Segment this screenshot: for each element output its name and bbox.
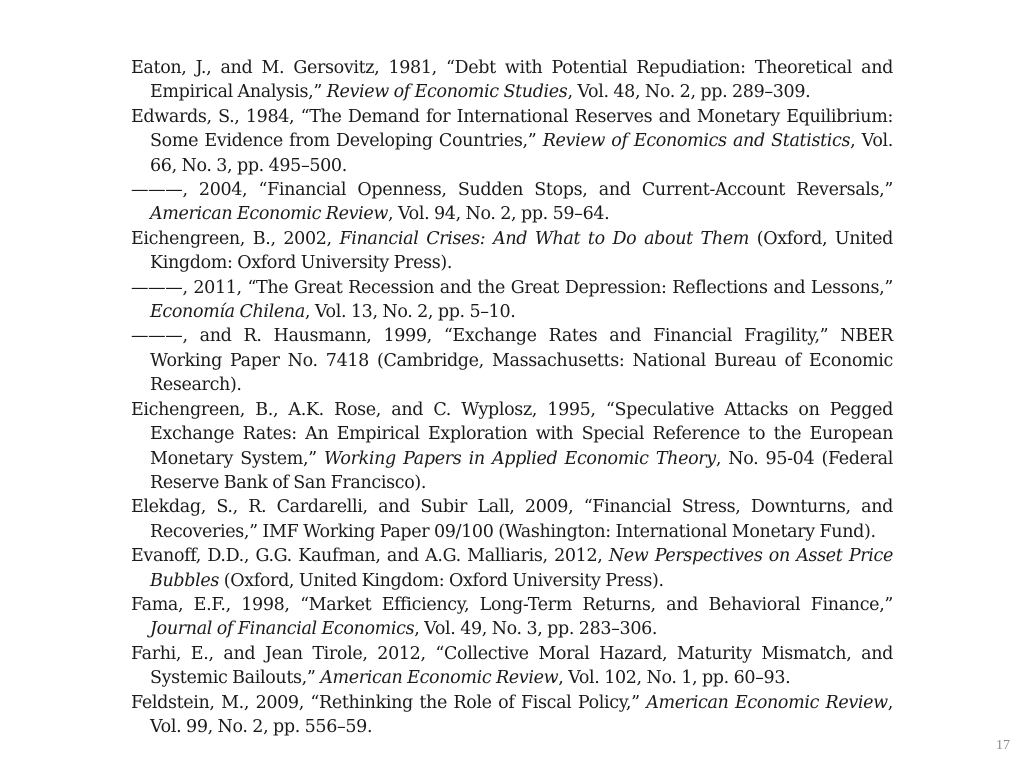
reference-entry bbox=[131, 105, 893, 178]
reference-text: Fama, E.F., 1998, “Market Efficiency, Long-Term Returns, and Behavioral Finance,” bbox=[131, 594, 893, 615]
reference-text: Farhi, E., and Jean Tirole, 2012, “Collective Moral Hazard, Maturity Mismatch, and Systemic Bailouts,” bbox=[131, 643, 893, 689]
reference-entry bbox=[131, 495, 893, 544]
reference-entry bbox=[131, 642, 893, 691]
reference-entry bbox=[131, 276, 893, 325]
reference-text: Eichengreen, B., 2002, bbox=[131, 228, 340, 249]
page-number: 17 bbox=[996, 738, 1010, 753]
reference-series-title: Working Papers in Applied Economic Theory bbox=[323, 448, 716, 469]
reference-journal-title: American Economic Review bbox=[150, 204, 389, 225]
reference-text: (Oxford, United Kingdom: Oxford University Press). bbox=[150, 228, 894, 274]
reference-journal-title: American Economic Review bbox=[320, 668, 559, 689]
reference-text: ———, 2004, “Financial Openness, Sudden Stops, and Current-Account Reversals,” bbox=[131, 180, 893, 201]
reference-entry bbox=[131, 544, 893, 593]
reference-journal-title: Review of Economics and Statistics bbox=[542, 131, 851, 152]
reference-journal-title: American Economic Review bbox=[646, 692, 888, 713]
reference-text: Elekdag, S., R. Cardarelli, and Subir Lall, 2009, “Financial Stress, Downturns, and Recoveries,” IMF Working Paper 09/100 (Washington: International Monetary Fund). bbox=[131, 497, 893, 542]
reference-text: (Oxford, United Kingdom: Oxford University Press). bbox=[219, 570, 664, 591]
reference-text: Evanoff, D.D., G.G. Kaufman, and A.G. Malliaris, 2012, bbox=[131, 546, 609, 567]
reference-entry bbox=[131, 593, 893, 642]
reference-book-title: New Perspectives on Asset Price Bubbles bbox=[150, 546, 893, 591]
reference-text: , No. 95-04 (Federal Reserve Bank of San Francisco). bbox=[150, 448, 893, 493]
reference-entry bbox=[131, 227, 893, 276]
reference-journal-title: Review of Economic Studies bbox=[326, 82, 568, 103]
reference-text: ———, and R. Hausmann, 1999, “Exchange Rates and Financial Fragility,” NBER Working Paper No. 7418 (Cambridge, Massachusetts: National Bureau of Economic Research). bbox=[131, 326, 893, 396]
reference-text: , Vol. 99, No. 2, pp. 556–59. bbox=[150, 692, 893, 737]
reference-text: , Vol. 102, No. 1, pp. 60–93. bbox=[558, 668, 791, 689]
reference-text: Eichengreen, B., A.K. Rose, and C. Wyplosz, 1995, “Speculative Attacks on Pegged Exchange Rates: An Empirical Exploration with Special Reference to the European Monetary System,” bbox=[131, 399, 893, 469]
reference-text: , Vol. 94, No. 2, pp. 59–64. bbox=[388, 204, 610, 225]
reference-entry bbox=[131, 324, 893, 397]
reference-list bbox=[131, 56, 893, 739]
reference-text: , Vol. 49, No. 3, pp. 283–306. bbox=[414, 619, 658, 640]
reference-entry bbox=[131, 178, 893, 227]
reference-text: Edwards, S., 1984, “The Demand for International Reserves and Monetary Equilibrium: Some Evidence from Developing Countries,” bbox=[131, 106, 893, 152]
reference-entry bbox=[131, 56, 893, 105]
reference-text: , Vol. 13, No. 2, pp. 5–10. bbox=[304, 302, 516, 323]
reference-text: Feldstein, M., 2009, “Rethinking the Role of Fiscal Policy,” bbox=[131, 692, 647, 713]
reference-entry bbox=[131, 398, 893, 496]
reference-text: ———, 2011, “The Great Recession and the Great Depression: Reflections and Lessons,” bbox=[131, 277, 893, 298]
reference-journal-title: Economía Chilena bbox=[150, 302, 305, 323]
reference-text: , Vol. 66, No. 3, pp. 495–500. bbox=[150, 131, 893, 176]
reference-book-title: Financial Crises: And What to Do about Them bbox=[339, 228, 750, 249]
reference-entry bbox=[131, 691, 893, 740]
reference-text: Eaton, J., and M. Gersovitz, 1981, “Debt with Potential Repudiation: Theoretical and Empirical Analysis,” bbox=[131, 58, 893, 103]
reference-text: , Vol. 48, No. 2, pp. 289–309. bbox=[567, 82, 811, 103]
reference-journal-title: Journal of Financial Economics bbox=[150, 619, 415, 640]
